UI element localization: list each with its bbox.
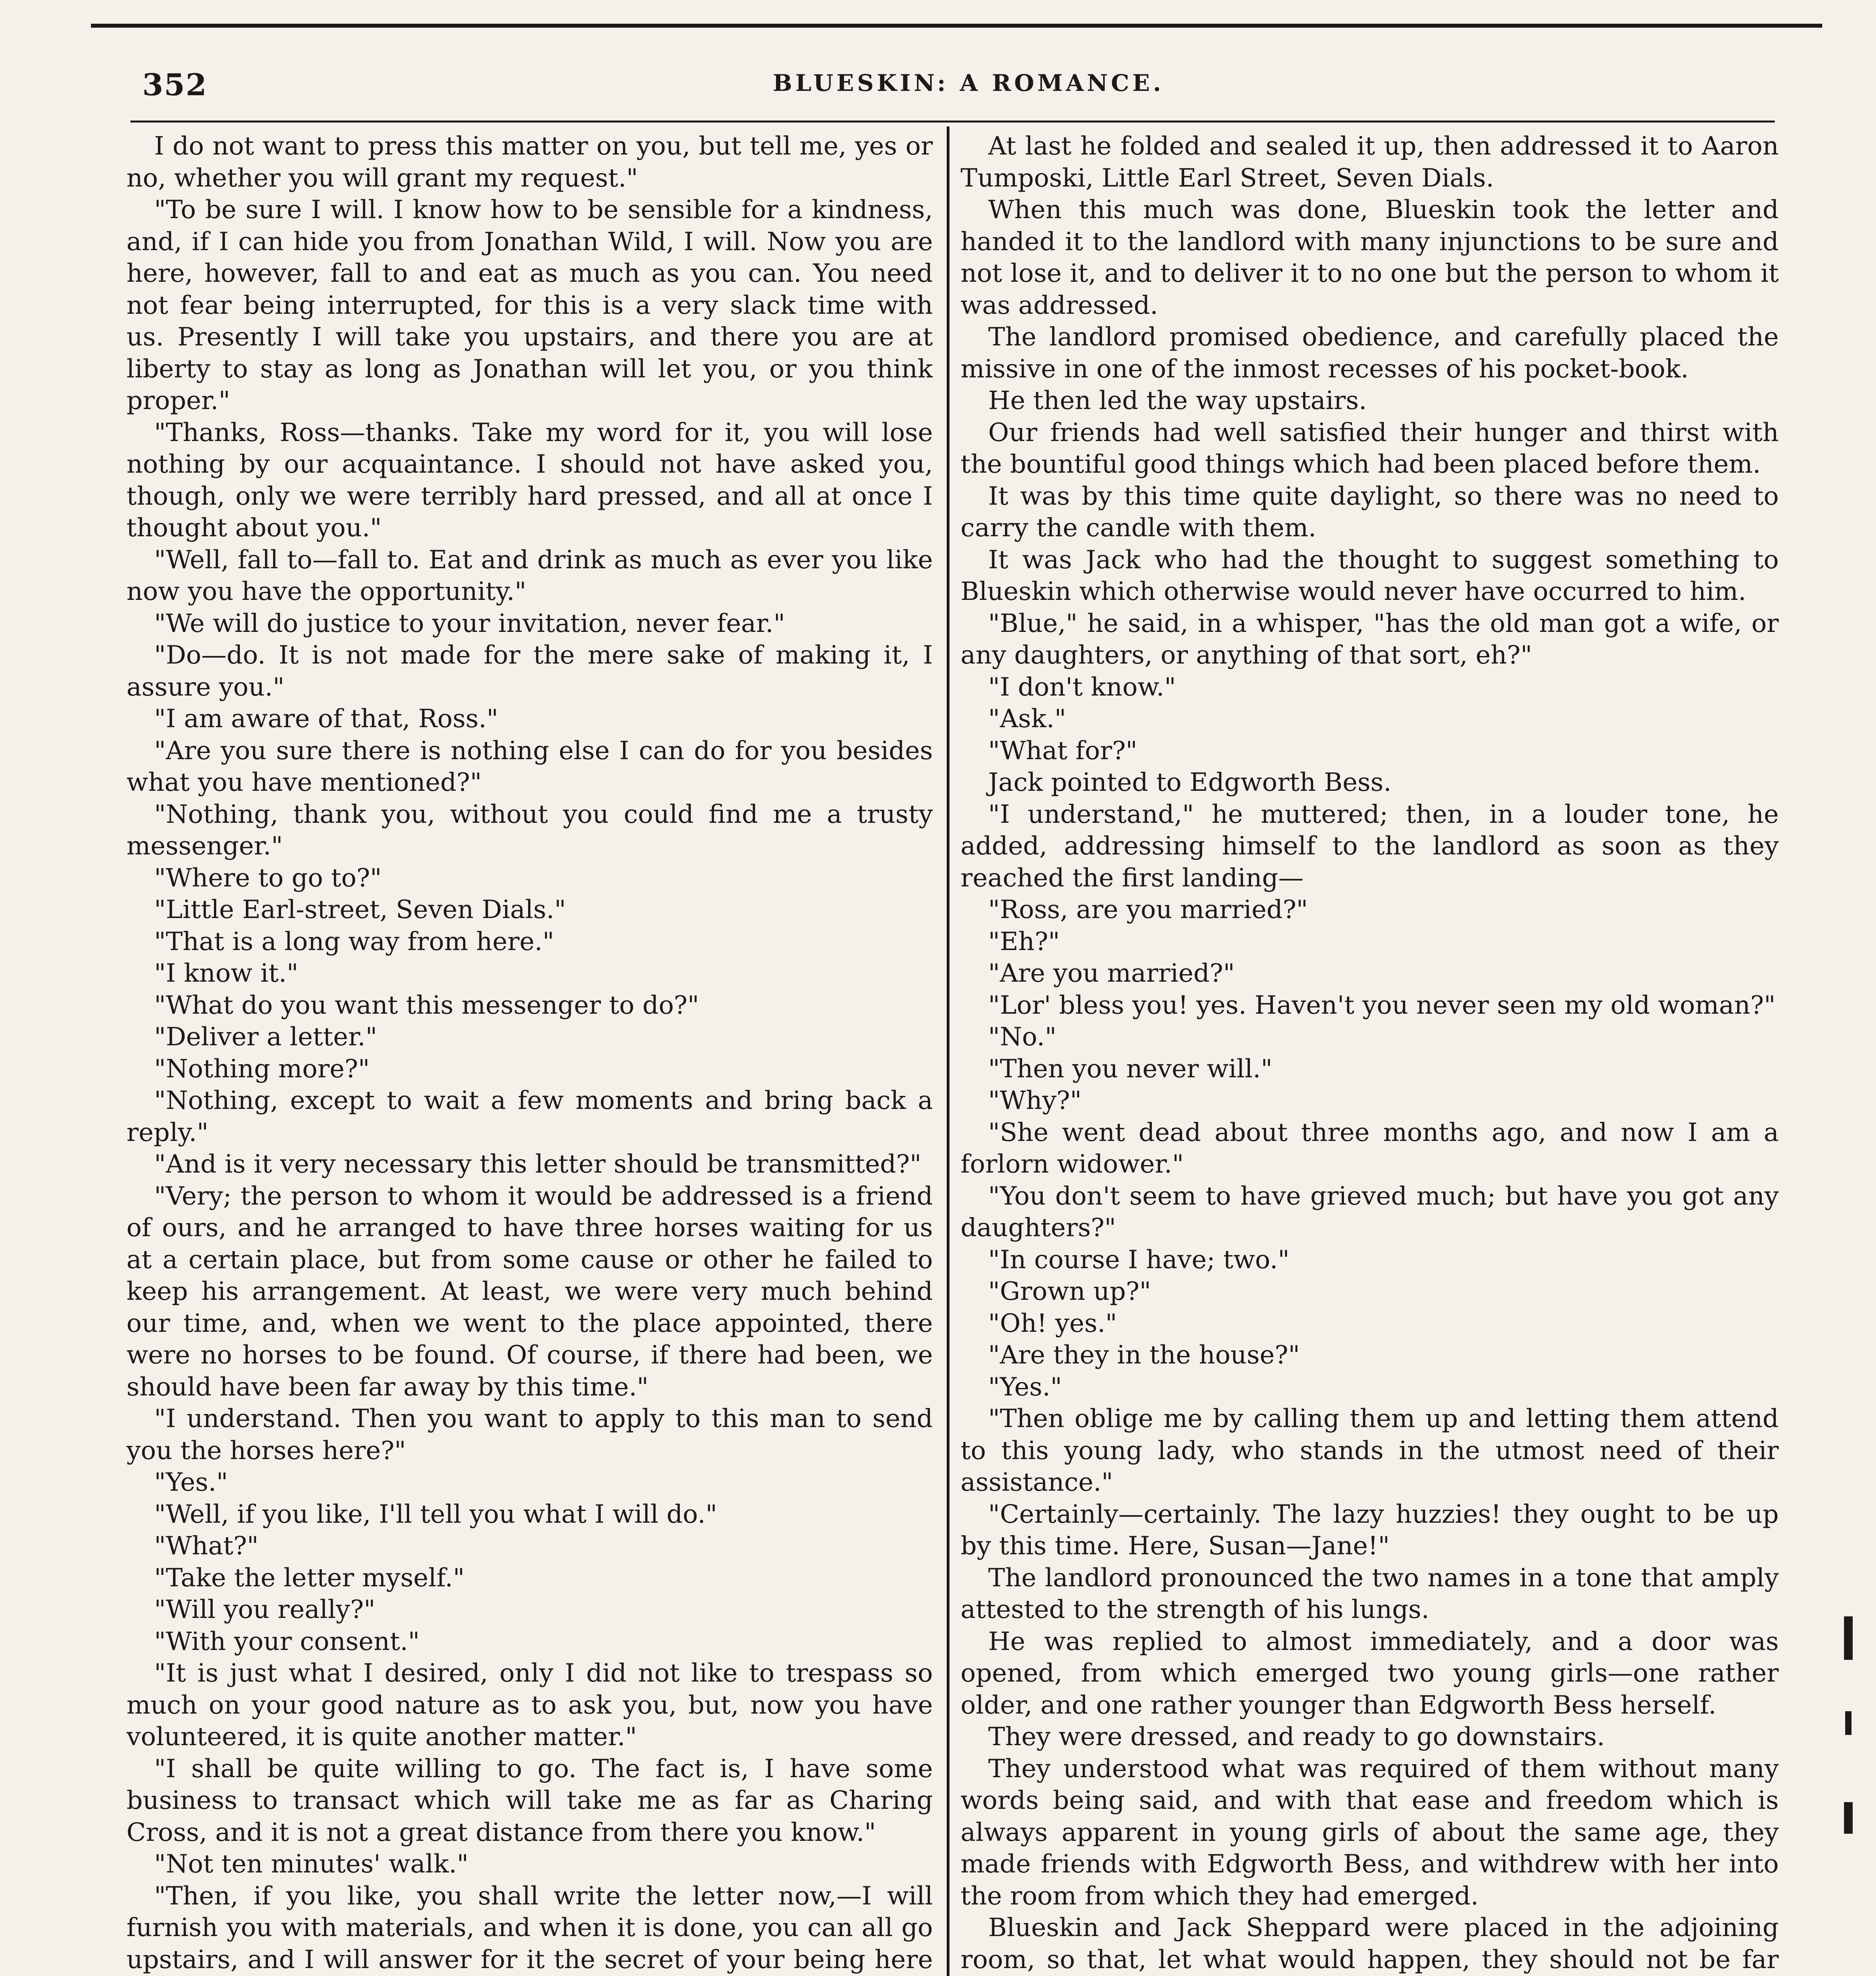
paragraph: "Are you sure there is nothing else I can do for you besides what you have mentioned?" <box>126 736 933 797</box>
paragraph: It was by this time quite daylight, so there was no need to carry the candle with them. <box>961 481 1779 543</box>
paragraph: "Are you married?" <box>988 959 1235 988</box>
paragraph: "Nothing, except to wait a few moments and bring back a reply." <box>126 1086 933 1147</box>
paragraph: "Are they in the house?" <box>988 1341 1300 1370</box>
page-number: 352 <box>142 67 208 102</box>
paragraph: "What for?" <box>988 736 1138 766</box>
right-column <box>961 130 1779 1976</box>
top-rule <box>91 24 1822 28</box>
paragraph: "Eh?" <box>988 927 1060 956</box>
paragraph: "Take the letter myself." <box>154 1563 465 1593</box>
header-rule <box>130 121 1775 123</box>
paragraph: "Thanks, Ross—thanks. Take my word for it, you will lose nothing by our acquaintance. I should not have asked you, though, only we were terribly hard pressed, and all at once I thought about you." <box>126 418 933 543</box>
paragraph: "I shall be quite willing to go. The fact is, I have some business to transact which will take me as far as Charing Cross, and it is not a great distance from there you know." <box>126 1754 933 1847</box>
paragraph: "We will do justice to your invitation, never fear." <box>154 609 785 638</box>
paragraph: "And is it very necessary this letter should be transmitted?" <box>154 1150 921 1179</box>
paragraph: "Yes." <box>154 1468 228 1497</box>
paragraph: "Deliver a letter." <box>154 1022 377 1052</box>
paragraph: "I don't know." <box>988 672 1176 702</box>
left-column <box>126 130 933 1976</box>
paragraph: He was replied to almost immediately, and a door was opened, from which emerged two young girls—one rather older, and one rather younger than Edgworth Bess herself. <box>961 1627 1779 1720</box>
paragraph: "Little Earl-street, Seven Dials." <box>154 895 566 924</box>
paragraph: "I understand. Then you want to apply to this man to send you the horses here?" <box>126 1404 933 1465</box>
paragraph: "You don't seem to have grieved much; but have you got any daughters?" <box>961 1181 1779 1243</box>
edge-mark <box>1844 1802 1853 1834</box>
paragraph: "She went dead about three months ago, and now I am a forlorn widower." <box>961 1118 1779 1179</box>
paragraph: "Where to go to?" <box>154 863 382 893</box>
paragraph: "Blue," he said, in a whisper, "has the old man got a wife, or any daughters, or anything of that sort, eh?" <box>961 609 1779 670</box>
paragraph: The landlord promised obedience, and carefully placed the missive in one of the inmost recesses of his pocket-book. <box>961 322 1779 384</box>
paragraph: "Yes." <box>988 1372 1062 1402</box>
paragraph: "Well, fall to—fall to. Eat and drink as much as ever you like now you have the opportunity." <box>126 545 933 606</box>
paragraph: It was Jack who had the thought to suggest something to Blueskin which otherwise would never have occurred to him. <box>961 545 1779 606</box>
paragraph: "Then, if you like, you shall write the letter now,—I will furnish you with materials, and when it is done, you can all go upstairs, and I will answer for it the secret of your being here <box>126 1881 933 1974</box>
paragraph: "No." <box>988 1022 1057 1052</box>
paragraph: "It is just what I desired, only I did not like to trespass so much on your good nature as to ask you, but, now you have volunteered, it is quite another matter." <box>126 1659 933 1752</box>
paragraph: Blueskin and Jack Sheppard were placed in the adjoining room, so that, let what would happen, they should not be far <box>961 1913 1779 1974</box>
paragraph: "Ask." <box>988 704 1066 733</box>
paragraph: At last he folded and sealed it up, then addressed it to Aaron Tumposki, Little Earl Street, Seven Dials. <box>961 132 1779 193</box>
paragraph: "I understand," he muttered; then, in a louder tone, he added, addressing himself to the landlord as soon as they reached the first landing— <box>961 799 1779 893</box>
edge-mark <box>1845 1711 1851 1735</box>
paragraph: "Do—do. It is not made for the mere sake of making it, I assure you." <box>126 641 933 702</box>
paragraph: "I know it." <box>154 959 298 988</box>
paragraph: "Certainly—certainly. The lazy huzzies! they ought to be up by this time. Here, Susan—Jane!" <box>961 1499 1779 1561</box>
paragraph: "That is a long way from here." <box>154 927 554 956</box>
paragraph: "Well, if you like, I'll tell you what I will do." <box>154 1499 717 1529</box>
paragraph: "Grown up?" <box>988 1277 1151 1306</box>
column-divider <box>947 126 949 1976</box>
paragraph: "In course I have; two." <box>988 1245 1290 1275</box>
paragraph: The landlord pronounced the two names in a tone that amply attested to the strength of his lungs. <box>961 1563 1779 1624</box>
page-header <box>142 63 1795 107</box>
paragraph: Our friends had well satisfied their hunger and thirst with the bountiful good things which had been placed before them. <box>961 418 1779 479</box>
paragraph: "To be sure I will. I know how to be sensible for a kindness, and, if I can hide you from Jonathan Wild, I will. Now you are here, however, fall to and eat as much as you can. You need not fear being interrupted, for this is a very slack time with us. Presently I will take you upstairs, and there you are at liberty to stay as long as Jonathan will let you, or you think proper." <box>126 195 933 415</box>
paragraph: "Nothing more?" <box>154 1054 370 1084</box>
paragraph: "Nothing, thank you, without you could find me a trusty messenger." <box>126 799 933 861</box>
paragraph: "Very; the person to whom it would be addressed is a friend of ours, and he arranged to have three horses waiting for us at a certain place, but from some cause or other he failed to keep his arrangement. At least, we were very much behind our time, and, when we went to the place appointed, there were no horses to be found. Of course, if there had been, we should have been far away by this time." <box>126 1181 933 1402</box>
paragraph: "What do you want this messenger to do?" <box>154 990 699 1020</box>
paragraph: Jack pointed to Edgworth Bess. <box>988 768 1392 797</box>
paragraph: "What?" <box>154 1531 259 1561</box>
paragraph: "Not ten minutes' walk." <box>154 1850 469 1879</box>
paragraph: "Why?" <box>988 1086 1082 1115</box>
paragraph: "Lor' bless you! yes. Haven't you never seen my old woman?" <box>988 990 1776 1020</box>
paragraph: "Will you really?" <box>154 1595 376 1624</box>
paragraph: "With your consent." <box>154 1627 420 1656</box>
edge-mark <box>1844 1616 1853 1660</box>
paragraph: "Then you never will." <box>988 1054 1273 1084</box>
running-title: BLUESKIN: A ROMANCE. <box>772 70 1164 96</box>
paragraph: "Ross, are you married?" <box>988 895 1308 924</box>
paragraph: "Then oblige me by calling them up and letting them attend to this young lady, who stands in the utmost need of their assistance." <box>961 1404 1779 1497</box>
paragraph: They were dressed, and ready to go downstairs. <box>988 1722 1605 1752</box>
paragraph: "Oh! yes." <box>988 1309 1117 1338</box>
paragraph: When this much was done, Blueskin took the letter and handed it to the landlord with many injunctions to be sure and not lose it, and to deliver it to no one but the person to whom it was addressed. <box>961 195 1779 320</box>
paragraph: I do not want to press this matter on you, but tell me, yes or no, whether you will grant my request." <box>126 132 933 193</box>
paragraph: "I am aware of that, Ross." <box>154 704 498 733</box>
paragraph: They understood what was required of them without many words being said, and with that ease and freedom which is always apparent in young girls of about the same age, they made friends with Edgworth Bess, and withdrew with her into the room from which they had emerged. <box>961 1754 1779 1911</box>
paragraph: He then led the way upstairs. <box>988 386 1367 415</box>
